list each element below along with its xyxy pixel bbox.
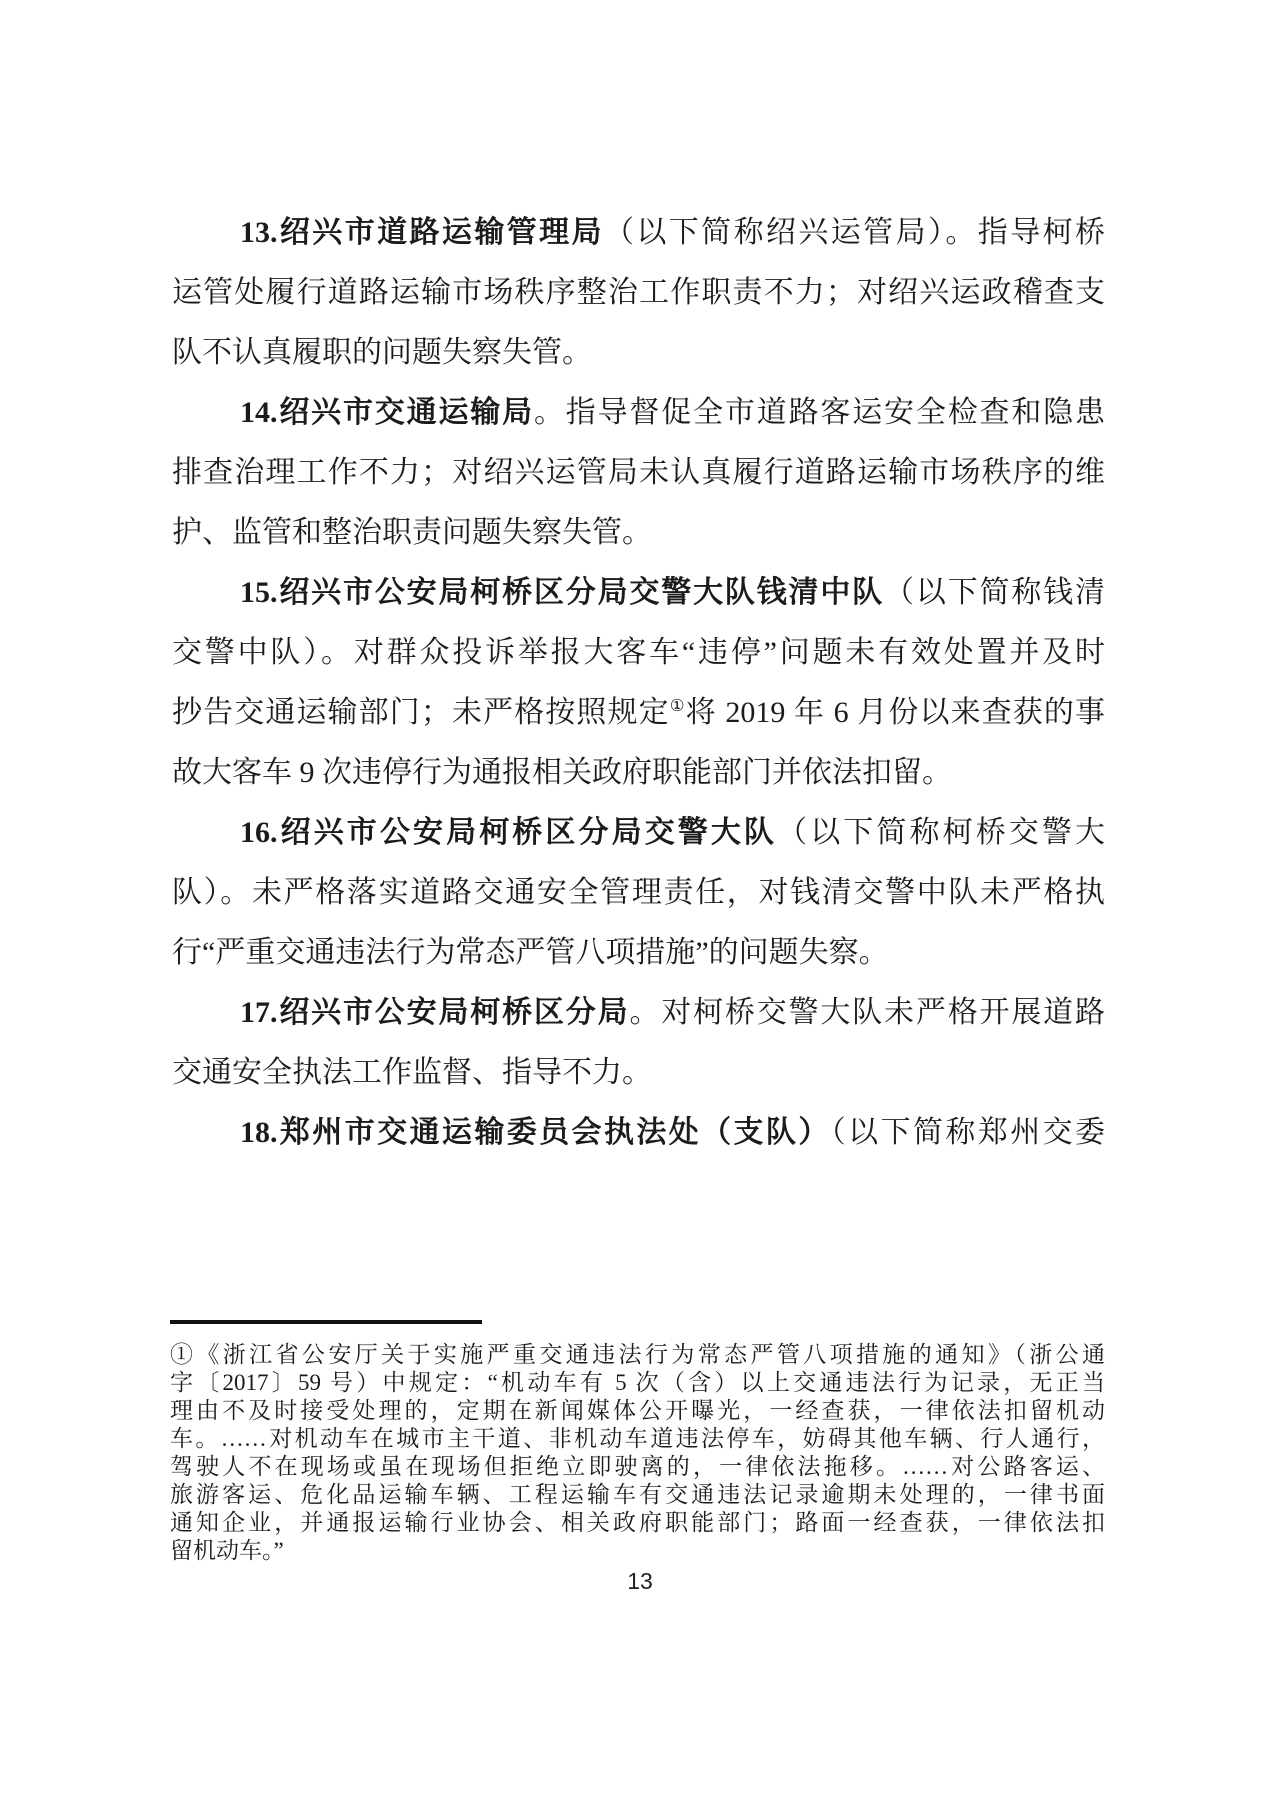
body-text-segment: 队不认真履职的问题失察失管。 xyxy=(172,336,592,369)
body-text-segment: （以下简称郑州交委 xyxy=(830,1116,1106,1149)
footnote-line: ①《浙江省公安厅关于实施严重交通违法行为常态严管八项措施的通知》（浙公通 xyxy=(170,1342,1105,1367)
body-text-segment: 交警中队）。对群众投诉举报大客车“违停”问题未有效处置并及时 xyxy=(172,636,1105,669)
text-line xyxy=(172,323,1105,383)
footnote-line: 旅游客运、危化品运输车辆、工程运输车有交通违法记录逾期未处理的，一律书面 xyxy=(170,1482,1105,1507)
body-text-segment: （以下简称钱清 xyxy=(884,576,1106,609)
body-text-segment: 将 2019 年 6 月份以来查获的事 xyxy=(685,696,1106,729)
entity-name-bold: 16.绍兴市公安局柯桥区分局交警大队 xyxy=(240,816,778,849)
body-text-segment: 行“严重交通违法行为常态严管八项措施”的问题失察。 xyxy=(172,936,889,969)
text-line xyxy=(172,1043,1105,1103)
entity-name-bold: 13.绍兴市道路运输管理局 xyxy=(240,216,604,249)
body-text-segment: 。指导督促全市道路客运安全检查和隐患 xyxy=(533,396,1106,429)
footnote-divider xyxy=(170,1320,482,1324)
text-line xyxy=(172,563,1105,623)
text-line xyxy=(172,383,1105,443)
text-line xyxy=(172,623,1105,683)
text-line xyxy=(172,803,1105,863)
text-line xyxy=(172,863,1105,923)
body-text-segment: 护、监管和整治职责问题失察失管。 xyxy=(172,516,652,549)
text-line xyxy=(172,743,1105,803)
text-line xyxy=(172,983,1105,1043)
body-text-segment: 排查治理工作不力；对绍兴运管局未认真履行道路运输市场秩序的维 xyxy=(172,456,1105,489)
text-line xyxy=(172,503,1105,563)
text-line xyxy=(172,263,1105,323)
footnote-line: 理由不及时接受处理的，定期在新闻媒体公开曝光，一经查获，一律依法扣留机动 xyxy=(170,1398,1105,1423)
paragraph xyxy=(172,803,1105,983)
entity-name-bold: 17.绍兴市公安局柯桥区分局 xyxy=(240,996,630,1029)
text-line xyxy=(172,683,1105,743)
text-line xyxy=(172,923,1105,983)
footnote-line: 车。……对机动车在城市主干道、非机动车道违法停车，妨碍其他车辆、行人通行， xyxy=(170,1426,1105,1451)
body-text-segment: 。对柯桥交警大队未严格开展道路 xyxy=(629,996,1106,1029)
text-line xyxy=(172,1103,1105,1163)
footnote xyxy=(170,1341,1105,1565)
entity-name-bold: 18.郑州市交通运输委员会执法处（支队） xyxy=(240,1116,831,1149)
footnote-line: 字〔2017〕59 号）中规定：“机动车有 5 次（含）以上交通违法行为记录，无正当 xyxy=(170,1370,1105,1395)
body-text-segment: 队）。未严格落实道路交通安全管理责任，对钱清交警中队未严格执 xyxy=(172,876,1105,909)
body-text-segment: （以下简称柯桥交警大 xyxy=(777,816,1106,849)
body-text xyxy=(172,203,1105,1163)
entity-name-bold: 15.绍兴市公安局柯桥区分局交警大队钱清中队 xyxy=(240,576,885,609)
entity-name-bold: 14.绍兴市交通运输局 xyxy=(240,396,534,429)
text-line xyxy=(172,443,1105,503)
paragraph xyxy=(172,563,1105,803)
page-number: 13 xyxy=(627,1568,653,1594)
paragraph xyxy=(172,203,1105,383)
footnote-reference-superscript: ① xyxy=(669,696,686,715)
paragraph xyxy=(172,983,1105,1103)
footnote-line: 通知企业，并通报运输行业协会、相关政府职能部门；路面一经查获，一律依法扣 xyxy=(170,1510,1105,1535)
body-text-segment: 故大客车 9 次违停行为通报相关政府职能部门并依法扣留。 xyxy=(172,756,952,789)
text-line xyxy=(172,203,1105,263)
body-text-segment: （以下简称绍兴运管局）。指导柯桥 xyxy=(603,216,1106,249)
footnote-line: 驾驶人不在现场或虽在现场但拒绝立即驶离的，一律依法拖移。……对公路客运、 xyxy=(170,1454,1105,1479)
body-text-segment: 抄告交通运输部门；未严格按照规定 xyxy=(172,696,670,729)
footnote-line: 留机动车。” xyxy=(170,1538,284,1563)
paragraph xyxy=(172,1103,1105,1163)
paragraph xyxy=(172,383,1105,563)
body-text-segment: 运管处履行道路运输市场秩序整治工作职责不力；对绍兴运政稽查支 xyxy=(172,276,1105,309)
body-text-segment: 交通安全执法工作监督、指导不力。 xyxy=(172,1056,652,1089)
